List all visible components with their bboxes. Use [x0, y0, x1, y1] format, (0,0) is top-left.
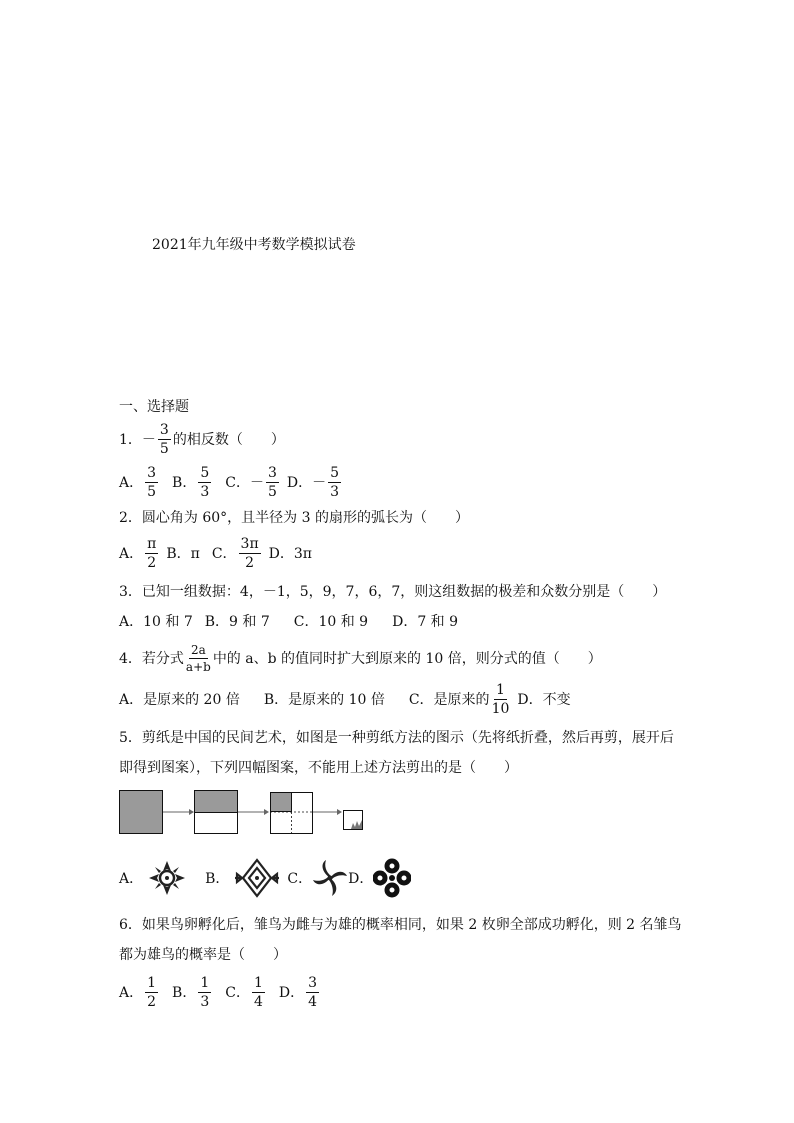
- question-5-line-1: [119, 720, 674, 754]
- q6-option-c-fraction: $\frac{1}{4}$: [253, 974, 263, 1010]
- q1-number: 1．: [119, 432, 142, 448]
- q2-option-a[interactable]: A．: [119, 546, 144, 562]
- fold-step-2-top: [195, 791, 238, 813]
- question-1: [119, 422, 285, 456]
- question-3: [119, 574, 666, 608]
- fold-step-1-square: [120, 791, 163, 834]
- q1-options: [119, 465, 343, 499]
- q3-option-a[interactable]: A．10 和 7: [119, 614, 193, 630]
- q5-stem-2: 即得到图案），下列四幅图案，不能用上述方法剪出的是（ ）: [119, 760, 518, 776]
- q1-option-c-fraction: $\frac{3}{5}$: [267, 464, 277, 500]
- q4-number: 4．若分式: [119, 651, 184, 667]
- q4-stem: 中的 a、b 的值同时扩大到原来的 10 倍，则分式的值（ ）: [212, 651, 602, 667]
- q3-option-c[interactable]: C．10 和 9: [293, 614, 369, 630]
- q1-prefix: －: [141, 432, 156, 448]
- q3-option-b[interactable]: B．9 和 7: [204, 614, 270, 630]
- q1-option-b-fraction: $\frac{5}{3}$: [200, 464, 210, 500]
- q1-option-d-fraction: $\frac{5}{3}$: [330, 464, 340, 500]
- q5-option-a[interactable]: A．: [119, 871, 144, 887]
- q5-options: [119, 858, 411, 898]
- q2-option-d[interactable]: D．3π: [268, 546, 312, 562]
- question-2: [119, 500, 469, 534]
- q6-option-a[interactable]: A．: [119, 985, 144, 1001]
- q1-option-a[interactable]: A．: [119, 475, 144, 491]
- q6-option-a-fraction: $\frac{1}{2}$: [147, 974, 157, 1010]
- q4-option-c-fraction: $\frac{1}{10}$: [491, 681, 510, 717]
- q5-stem-1: 5．剪纸是中国的民间艺术，如图是一种剪纸方法的图示（先将纸折叠，然后再剪，展开后: [119, 730, 674, 746]
- exam-title: 2021年九年级中考数学模拟试卷: [152, 237, 356, 253]
- q1-stem: 的相反数（ ）: [172, 432, 285, 448]
- q5-option-b[interactable]: B．: [205, 871, 230, 887]
- question-6-line-1: [119, 907, 682, 941]
- q1-option-c[interactable]: C．－: [225, 475, 264, 491]
- q6-stem-2: 都为雄鸟的概率是（ ）: [119, 947, 287, 963]
- q2-option-c[interactable]: C．: [211, 546, 237, 562]
- question-5-line-2: [119, 750, 518, 784]
- folding-diagram: [119, 790, 369, 836]
- q1-option-d[interactable]: D．－: [286, 475, 327, 491]
- q3-option-d[interactable]: D．7 和 9: [392, 614, 459, 630]
- q5-option-d[interactable]: D．: [348, 871, 374, 887]
- q1-fraction: $\frac{3}{5}$: [159, 421, 169, 457]
- q2-option-a-fraction: $\frac{\pi}{2}$: [147, 535, 157, 571]
- pattern-c-icon: [312, 858, 348, 898]
- fold-step-2-bottom: [195, 813, 238, 834]
- q4-option-d[interactable]: D．不变: [517, 692, 571, 708]
- q2-stem: 2．圆心角为 60°，且半径为 3 的扇形的弧长为（ ）: [119, 510, 469, 526]
- question-6-line-2: [119, 937, 287, 971]
- pattern-b-icon: [233, 858, 281, 898]
- q1-option-b[interactable]: B．: [172, 475, 197, 491]
- q5-option-c[interactable]: C．: [287, 871, 313, 887]
- q3-options: [119, 604, 458, 638]
- q6-option-b-fraction: $\frac{1}{3}$: [200, 974, 210, 1010]
- q6-option-d[interactable]: D．: [278, 985, 305, 1001]
- q4-options: [119, 682, 571, 716]
- pattern-d-icon: [373, 858, 411, 898]
- q6-option-c[interactable]: C．: [225, 985, 250, 1001]
- fold-step-3-tl: [271, 793, 292, 812]
- q4-option-b[interactable]: B．是原来的 10 倍: [263, 692, 385, 708]
- q6-option-d-fraction: $\frac{3}{4}$: [308, 974, 318, 1010]
- q2-options: [119, 536, 312, 570]
- question-4: [119, 641, 602, 675]
- q2-option-c-fraction: $\frac{3\pi}{2}$: [240, 535, 259, 571]
- q1-option-a-fraction: $\frac{3}{5}$: [147, 464, 157, 500]
- section-heading: 一、选择题: [119, 399, 189, 415]
- pattern-a-icon: [147, 859, 187, 897]
- q4-fraction: $\frac{2a}{a+b}$: [185, 642, 211, 674]
- q4-option-c[interactable]: C．是原来的: [408, 692, 490, 708]
- q2-option-b[interactable]: B．π: [166, 546, 200, 562]
- q6-option-b[interactable]: B．: [172, 985, 197, 1001]
- q6-options: [119, 975, 321, 1009]
- q4-option-a[interactable]: A．是原来的 20 倍: [119, 692, 240, 708]
- q6-stem-1: 6．如果鸟卵孵化后，雏鸟为雌与为雄的概率相同，如果 2 枚卵全部成功孵化，则 2 名雏鸟: [119, 917, 682, 933]
- q3-stem: 3．已知一组数据：4，－1，5，9，7，6，7，则这组数据的极差和众数分别是（ ）: [119, 584, 667, 600]
